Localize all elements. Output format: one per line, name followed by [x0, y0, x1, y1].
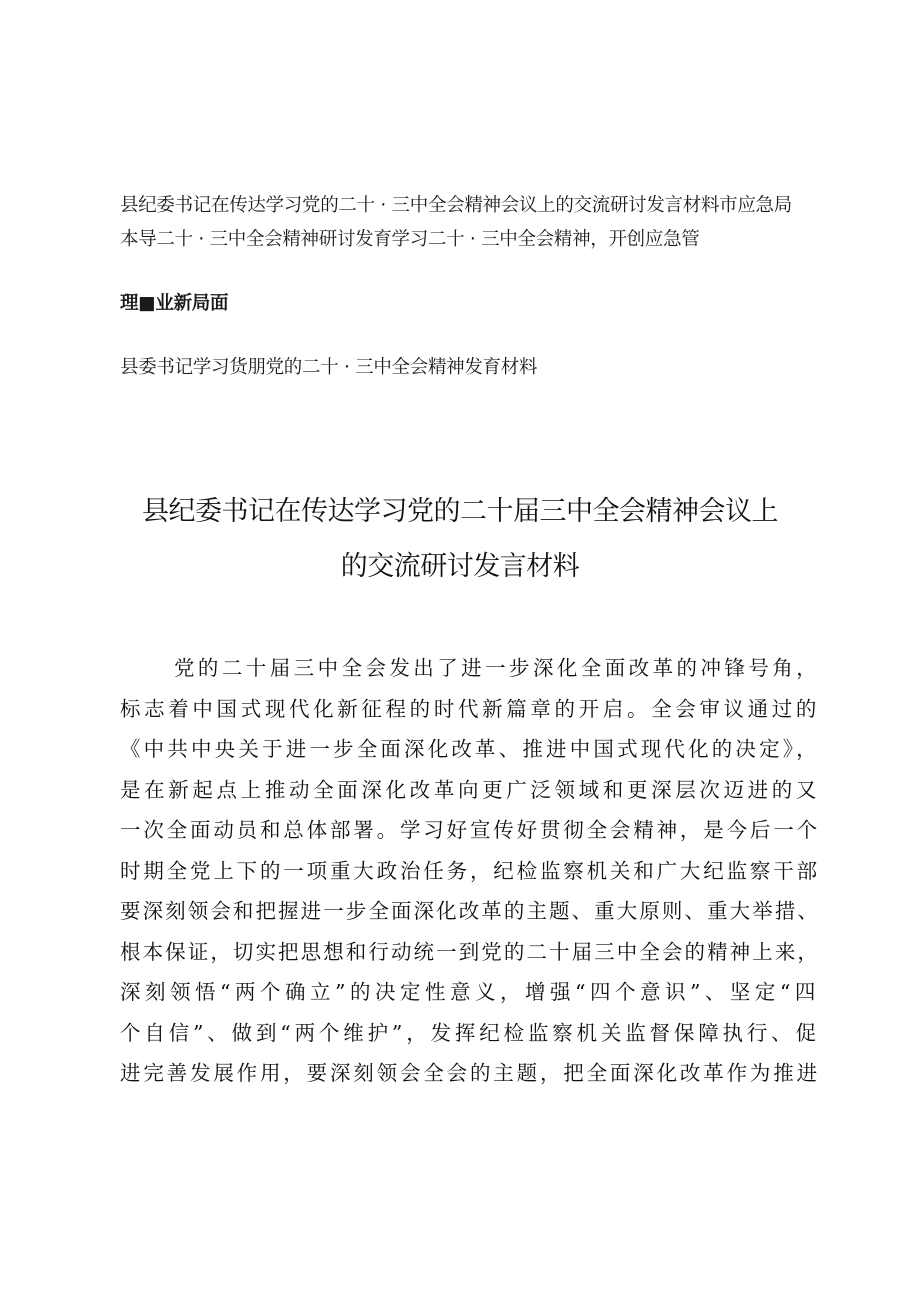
body-line: 时期全党上下的一项重大政治任务，纪检监察机关和广大纪监察干部: [120, 858, 820, 883]
toc-item-1-line-3[interactable]: 理■业新局面: [120, 293, 229, 314]
body-line: 个自信”、做到“两个维护”，发挥纪检监察机关监督保障执行、促: [120, 1020, 820, 1045]
table-of-contents: [120, 189, 820, 385]
toc-item-2[interactable]: 县委书记学习货朋党的二十 · 三中全会精神发育材料: [120, 357, 538, 378]
body-line: 《中共中央关于进一步全面深化改革、推进中国式现代化的决定》，: [120, 737, 820, 761]
body-line: 是在新起点上推动全面深化改革向更广泛领域和更深层次迈进的又: [120, 777, 821, 802]
document-title: [60, 484, 860, 594]
title-line-1: 县纪委书记在传达学习党的二十届三中全会精神会议上: [142, 496, 778, 527]
body-line: 一次全面动员和总体部署。学习好宣传好贯彻全会精神，是今后一个: [120, 818, 820, 842]
body-line: 根本保证，切实把思想和行动统一到党的二十届三中全会的精神上来，: [120, 939, 820, 964]
body-paragraph: [120, 648, 820, 1094]
body-line: 要深刻领会和把握进一步全面深化改革的主题、重大原则、重大举措、: [120, 899, 820, 923]
toc-item-1-line-1[interactable]: 县纪委书记在传达学习党的二十 · 三中全会精神会议上的交流研讨发言材料市应急局: [120, 195, 792, 216]
toc-item-1-line-2[interactable]: 本导二十 · 三中全会精神研讨发育学习二十 · 三中全会精神，开创应急管: [120, 229, 700, 250]
title-line-2: 的交流研讨发言材料: [340, 551, 580, 582]
body-line: 党的二十届三中全会发出了进一步深化全面改革的冲锋号角，: [174, 656, 821, 680]
body-line: 进完善发展作用，要深刻领会全会的主题，把全面深化改革作为推进: [120, 1061, 820, 1085]
body-line: 标志着中国式现代化新征程的时代新篇章的开启。全会审议通过的: [120, 696, 821, 721]
body-line: 深刻领悟“两个确立”的决定性意义，增强“四个意识”、坚定“四: [120, 980, 820, 1004]
